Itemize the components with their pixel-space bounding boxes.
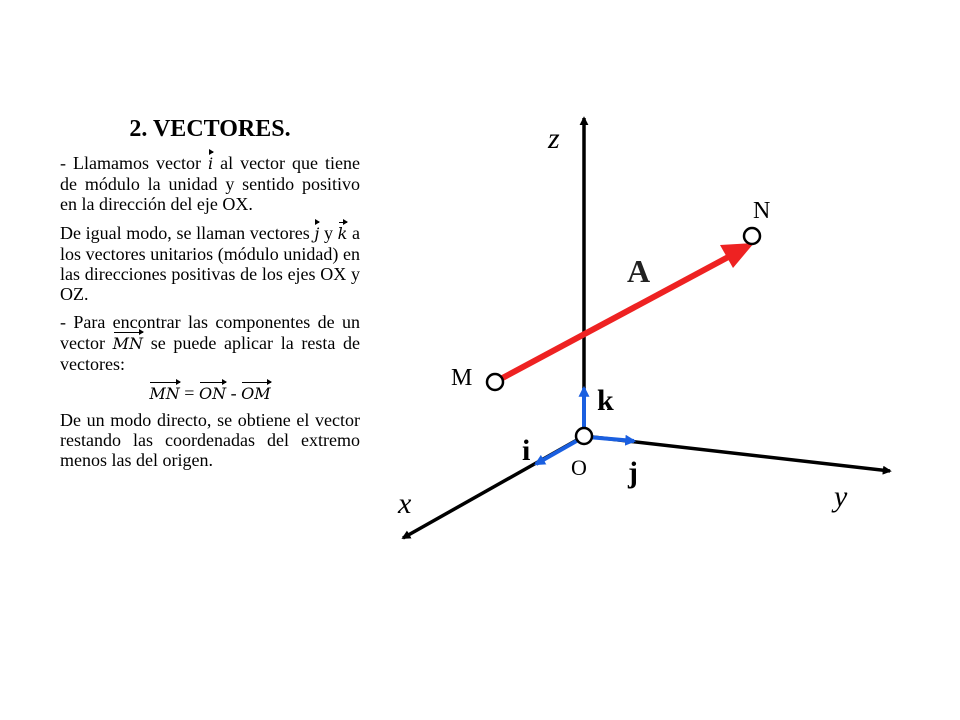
equation-on: ON [198,384,227,403]
point-m-marker [487,374,503,390]
axis-label-z: z [548,122,560,155]
point-n-marker [744,228,760,244]
axis-label-y: y [834,480,848,513]
equation-mn: MN [149,384,180,403]
vector-diagram [390,100,910,565]
unit-vector-j [588,437,634,441]
axis-label-x: x [398,487,412,520]
point-label-m: M [451,365,473,391]
origin-marker [576,428,592,444]
vector-i-symbol: i [207,154,214,173]
paragraph-unit-jk: De igual modo, se llaman vectores j y k a los vectores unitarios (módulo unidad) en las direcciones positivas de los ejes OX y OZ. [60,223,360,304]
unit-label-k: k [597,384,614,417]
vector-k-symbol: k [337,224,348,243]
point-label-n: N [753,198,771,224]
unit-label-j: j [628,456,638,489]
vector-mn-symbol: MN [112,334,144,353]
subtraction-equation: MN = ON - OM [149,383,271,403]
vector-a-line [495,255,732,382]
vector-j-symbol: j [314,224,320,243]
paragraph-unit-i: - Llamamos vector i al vector que tiene de módulo la unidad y sentido positivo en la dirección del eje OX. [60,153,361,214]
text-content [60,152,360,478]
unit-label-i: i [522,434,531,467]
equation-om: OM [241,384,271,403]
page-title: 2. VECTORES. [129,116,291,142]
paragraph-components: - Para encontrar las componentes de un vector MN se puede aplicar la resta de vectores: [60,312,361,374]
paragraph-direct: De un modo directo, se obtiene el vector restando las coordenadas del extremo menos las del origen. [60,410,360,470]
vector-label-a: A [627,253,651,289]
origin-label: O [571,455,587,480]
